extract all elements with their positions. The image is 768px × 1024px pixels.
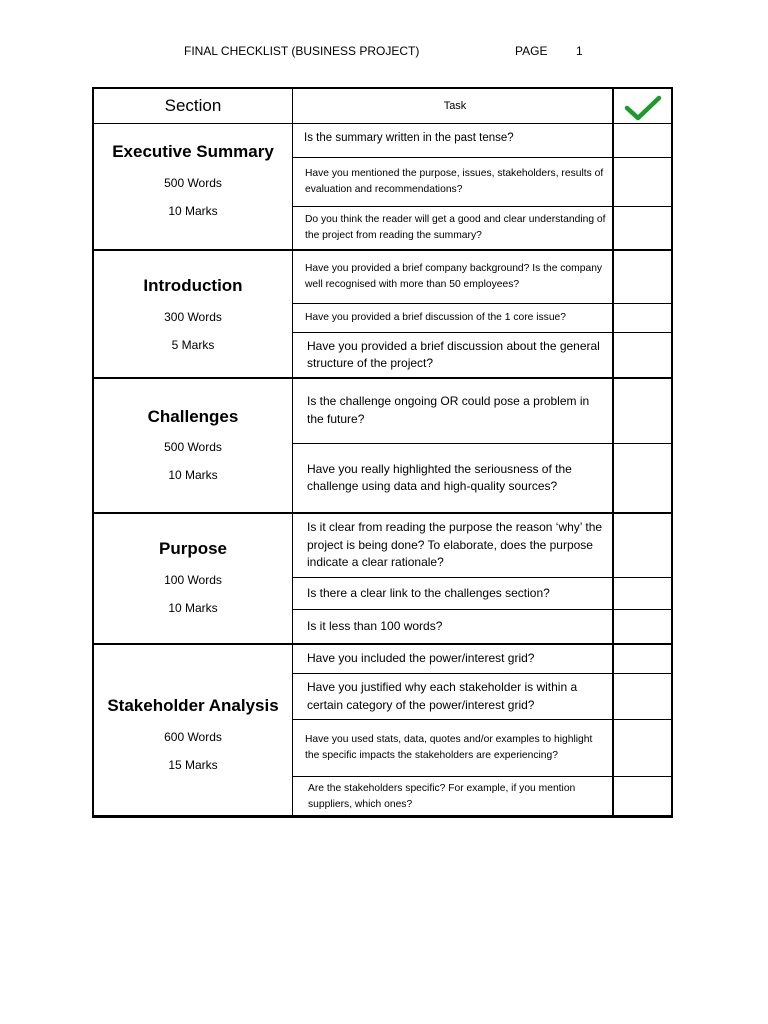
section-marks: 10 Marks (168, 468, 218, 482)
section-words: 300 Words (164, 310, 222, 324)
task-item: Is it clear from reading the purpose the reason ‘why’ the project is being done? To elaborate, does the purpose indicate a clear rationale? (307, 520, 603, 570)
section-name: Purpose (158, 539, 228, 558)
task-item: Have you provided a brief discussion of the 1 core issue? (305, 312, 567, 323)
task-item: Have you really highlighted the seriousness of the challenge using data and high-quality sources? (307, 461, 572, 493)
page-number: 1 (576, 44, 583, 58)
task-item: Have you used stats, data, quotes and/or examples to highlight the specific impacts the stakeholders are experiencing? (305, 734, 593, 761)
task-column-header: Task (443, 100, 467, 112)
section-name: Challenges (147, 407, 239, 426)
task-item: Have you included the power/interest grid? (307, 651, 535, 666)
task-item: Is the summary written in the past tense? (304, 132, 514, 144)
section-name: Stakeholder Analysis (107, 696, 279, 715)
section-words: 600 Words (164, 730, 222, 744)
section-name: Executive Summary (112, 142, 274, 161)
task-item: Have you mentioned the purpose, issues, stakeholders, results of evaluation and recommendations? (305, 168, 604, 195)
task-item: Have you justified why each stakeholder is within a certain category of the power/interest grid? (307, 680, 578, 712)
section-marks: 10 Marks (168, 204, 218, 218)
section-name: Introduction (143, 276, 243, 295)
section-marks: 10 Marks (168, 601, 218, 615)
task-item: Is it less than 100 words? (307, 618, 443, 633)
checkmark-icon (624, 95, 662, 121)
document-title: FINAL CHECKLIST (BUSINESS PROJECT) (184, 44, 420, 58)
task-item: Have you provided a brief discussion about the general structure of the project? (307, 338, 600, 370)
task-item: Have you provided a brief company background? Is the company well recognised with more than 50 employees? (305, 263, 603, 290)
section-marks: 15 Marks (168, 758, 218, 772)
checklist-table (92, 87, 673, 818)
column-divider (612, 89, 614, 815)
section-column-header: Section (164, 96, 222, 115)
section-words: 500 Words (164, 176, 222, 190)
section-marks: 5 Marks (171, 338, 215, 352)
task-item: Is the challenge ongoing OR could pose a problem in the future? (307, 394, 590, 426)
section-words: 500 Words (164, 440, 222, 454)
section-words: 100 Words (164, 573, 222, 587)
page-label: PAGE (515, 44, 548, 58)
task-item: Is there a clear link to the challenges section? (307, 585, 550, 600)
task-item: Are the stakeholders specific? For example, if you mention suppliers, which ones? (308, 783, 576, 810)
task-item: Do you think the reader will get a good and clear understanding of the project from reading the summary? (305, 214, 606, 241)
